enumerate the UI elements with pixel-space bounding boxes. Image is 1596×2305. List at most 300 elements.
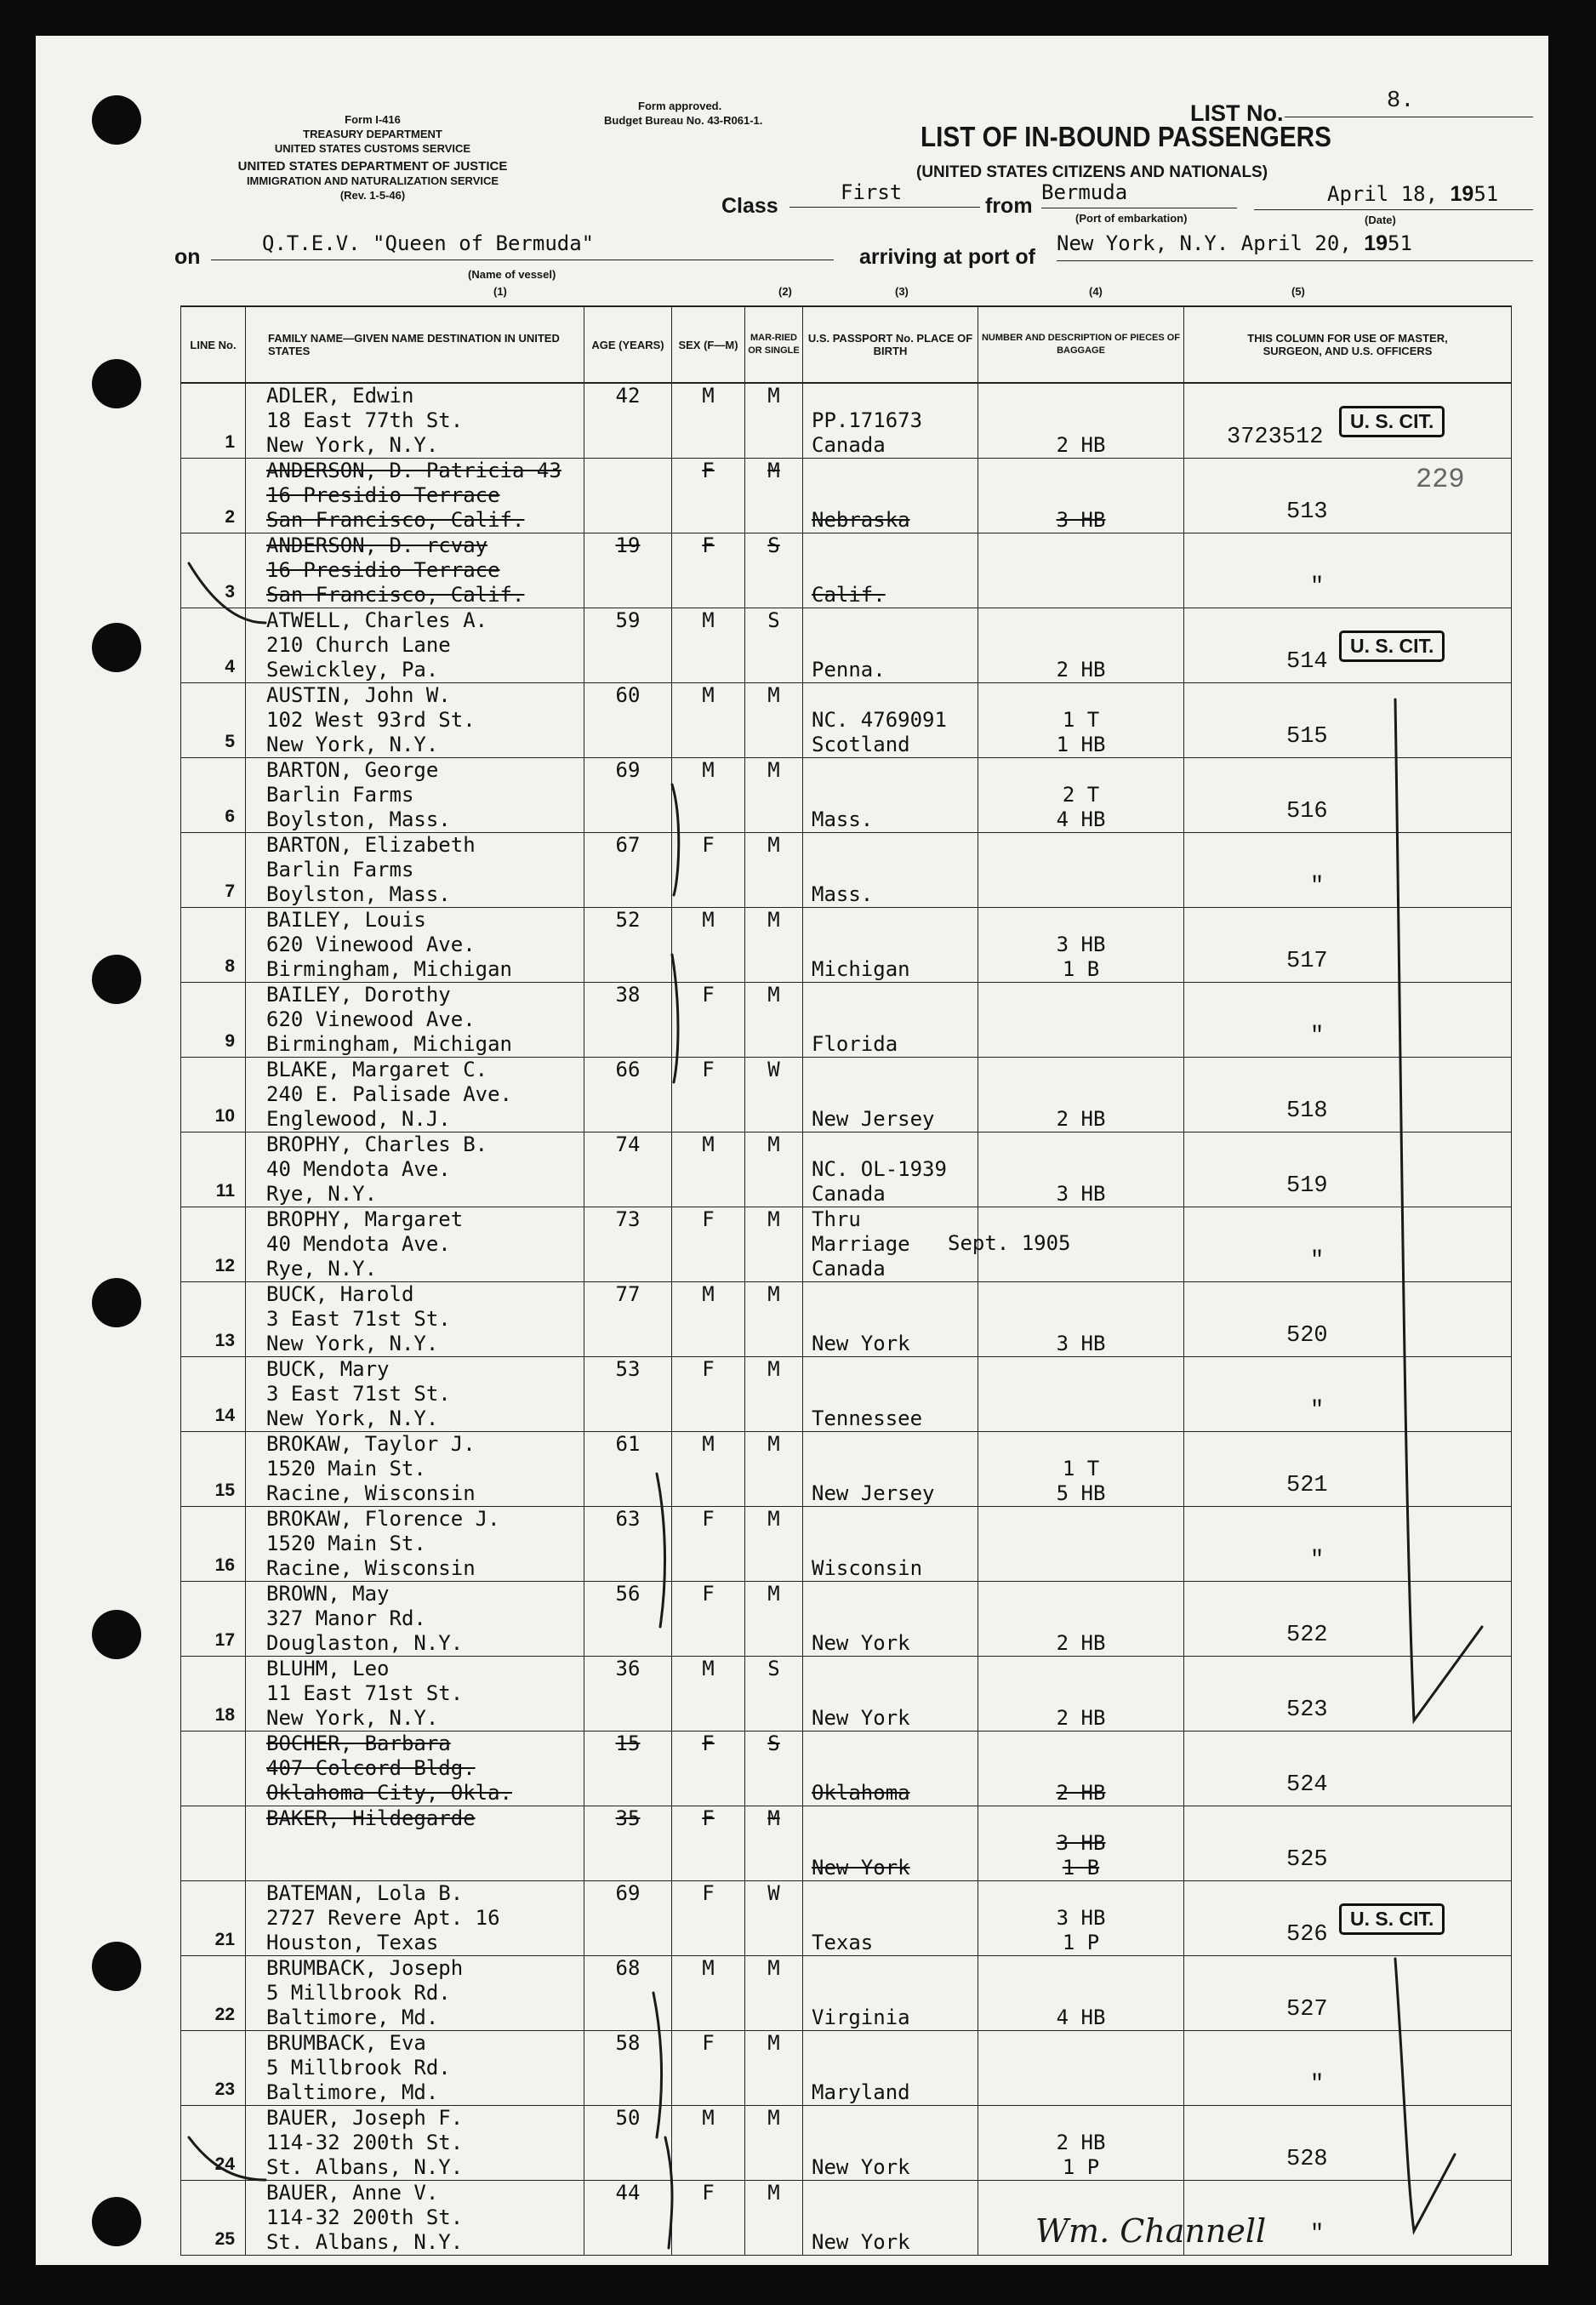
form-approved: Form approved. [638,100,722,112]
officer-reference: " [1310,574,1325,600]
vessel-name: Q.T.E.V. "Queen of Bermuda" [211,231,834,260]
city-state: New York, N.Y. [266,733,439,756]
city-state: New York, N.Y. [266,1406,439,1430]
col-num-1: (1) [493,285,507,298]
passport-birthplace-line-2: NC. OL-1939 [812,1157,947,1181]
age: 66 [615,1058,641,1081]
vessel-caption: (Name of vessel) [468,268,556,281]
passenger-name: BAUER, Joseph F. [266,2106,464,2130]
bracket-mark [665,2137,672,2248]
age: 77 [615,1282,641,1306]
passenger-name: BUCK, Harold [266,1282,414,1306]
street-address: 102 West 93rd St. [266,708,476,732]
marital-status: M [767,2181,780,2205]
header-sex: SEX (F—M) [672,306,745,383]
handwritten-marks [36,36,1548,2265]
line-number: 14 [214,1406,235,1425]
city-state: Boylston, Mass. [266,882,451,906]
passport-birthplace-line-2: Marriage [812,1232,910,1256]
passenger-name: BLAKE, Margaret C. [266,1058,488,1081]
age: 50 [615,2106,641,2130]
marital-status: M [767,2106,780,2130]
city-state: Boylston, Mass. [266,807,451,831]
form-revision: (Rev. 1-5-46) [339,189,406,202]
line-number: 25 [214,2229,235,2249]
baggage-line-3: 2 HB [1056,1706,1106,1730]
officer-reference: " [1310,1548,1325,1573]
sex: F [702,1732,715,1755]
header-married: MAR-RIED OR SINGLE [745,306,803,383]
street-address: 40 Mendota Ave. [266,1232,451,1256]
sex: M [702,908,715,932]
passenger-name: BROWN, May [266,1582,390,1606]
passport-birthplace-line-3: New Jersey [812,1481,935,1505]
sex: F [702,533,715,557]
street-address: 5 Millbrook Rd. [266,1981,451,2005]
street-address: 240 E. Palisade Ave. [266,1082,512,1106]
passenger-name: BARTON, George [266,758,439,782]
line-number: 6 [225,807,235,826]
age: 61 [615,1432,641,1456]
baggage-line-2: 3 HB [1056,1831,1106,1855]
officer-reference: " [1310,874,1325,899]
officer-reference: " [1310,1024,1325,1049]
header-officers: THIS COLUMN FOR USE OF MASTER, SURGEON, AND U.S. OFFICERS [1184,306,1512,383]
street-address: 16 Presidio Terrace [266,483,500,507]
sex: M [702,758,715,782]
sex: F [702,1806,715,1830]
street-address: Barlin Farms [266,858,414,881]
street-address: 16 Presidio Terrace [266,558,500,582]
marital-status: S [767,1732,780,1755]
marital-status: W [767,1058,780,1081]
sex: F [702,1207,715,1231]
officer-reference: 526 [1286,1922,1328,1948]
sex: F [702,2031,715,2055]
street-address: 2727 Revere Apt. 16 [266,1906,500,1930]
baggage-line-3: 2 HB [1056,1107,1106,1131]
sex: M [702,1657,715,1680]
list-number-label: LIST No. [1190,100,1284,126]
officer-reference: 521 [1286,1473,1328,1498]
col-num-5: (5) [1291,285,1305,298]
passenger-name: BOCHER, Barbara [266,1732,451,1755]
line-number: 10 [214,1106,235,1126]
city-state: Rye, N.Y. [266,1257,378,1281]
passenger-name: BROPHY, Charles B. [266,1133,488,1156]
passenger-name: ANDERSON, D. Patricia 43 [266,459,561,482]
passport-birthplace-line-2: NC. 4769091 [812,708,947,732]
sex: M [702,1956,715,1980]
us-citizen-stamp: U. S. CIT. [1339,630,1445,662]
age: 73 [615,1207,641,1231]
officer-reference: 519 [1286,1173,1328,1199]
embark-date-month-day: April 18, [1327,182,1439,206]
city-state: Oklahoma City, Okla. [266,1781,512,1805]
header-passport: U.S. PASSPORT No. PLACE OF BIRTH [803,306,978,383]
passenger-name: BAKER, Hildegarde [266,1806,476,1830]
document-title: LIST OF IN-BOUND PASSENGERS [921,121,1331,152]
baggage-line-3: 3 HB [1056,1182,1106,1206]
baggage-line-3: 2 HB [1056,1781,1106,1805]
line-number: 7 [225,881,235,901]
baggage-line-2: 2 T [1062,783,1100,807]
passport-birthplace-line-3: Michigan [812,957,910,981]
baggage-line-2: 3 HB [1056,933,1106,956]
line-number: 4 [225,657,235,676]
marital-status: M [767,908,780,932]
passport-birthplace-line-3: Wisconsin [812,1556,923,1580]
baggage-line-3: 3 HB [1056,1332,1106,1355]
street-address: 40 Mendota Ave. [266,1157,451,1181]
sex: F [702,2181,715,2205]
age: 36 [615,1657,641,1680]
age: 58 [615,2031,641,2055]
passport-birthplace-line-3: Texas [812,1931,874,1954]
passport-birthplace-line-3: Tennessee [812,1406,923,1430]
officer-reference: 513 [1286,499,1328,525]
header-age: AGE (YEARS) [584,306,672,383]
marital-status: M [767,683,780,707]
line-number: 9 [225,1031,235,1051]
col-num-3: (3) [895,285,909,298]
line-number: 3 [225,582,235,602]
officer-reference: 525 [1286,1847,1328,1873]
passport-birthplace-line-3: New York [812,2230,910,2254]
baggage-line-2: 3 HB [1056,1906,1106,1930]
age: 67 [615,833,641,857]
age: 53 [615,1357,641,1381]
passport-birthplace-line-3: Mass. [812,882,874,906]
signature: Wm. Channell [1035,2212,1267,2250]
passenger-name: BROKAW, Florence J. [266,1507,500,1531]
age: 60 [615,683,641,707]
passenger-name: BRUMBACK, Joseph [266,1956,464,1980]
passport-birthplace-line-2: PP.171673 [812,408,923,432]
arrival-port: New York, N.Y. April 20, [1057,231,1352,255]
marital-status: W [767,1881,780,1905]
ins-service: IMMIGRATION AND NATURALIZATION SERVICE [246,174,499,187]
passenger-name: ATWELL, Charles A. [266,608,488,632]
city-state: Baltimore, Md. [266,2005,439,2029]
city-state: New York, N.Y. [266,433,439,457]
baggage-line-3: 2 HB [1056,433,1106,457]
sex: M [702,683,715,707]
baggage-line-3: 3 HB [1056,508,1106,532]
officer-reference: " [1310,2222,1325,2247]
street-address: Barlin Farms [266,783,414,807]
age: 69 [615,1881,641,1905]
us-citizen-stamp: U. S. CIT. [1339,406,1445,437]
street-address: 1520 Main St. [266,1457,426,1481]
officer-reference: " [1310,2072,1325,2097]
check-mark [189,2137,265,2180]
baggage-line-2: 1 T [1062,1457,1100,1481]
age: 35 [615,1806,641,1830]
baggage-line-2: 1 T [1062,708,1100,732]
class-label: Class [721,194,778,218]
passport-birthplace-line-3: New York [812,1631,910,1655]
date-caption: (Date) [1365,214,1396,226]
age: 44 [615,2181,641,2205]
sex: M [702,608,715,632]
passport-birthplace-line-3: Canada [812,1257,886,1281]
check-mark [1395,1959,1455,2231]
marital-status: S [767,1657,780,1680]
marital-status: M [767,2031,780,2055]
sex: F [702,1507,715,1531]
form-number: Form I-416 [345,113,401,126]
line-number: 11 [215,1181,235,1201]
city-state: New York, N.Y. [266,1706,439,1730]
marital-status: M [767,983,780,1007]
arrival-year-prefix: 19 [1364,231,1388,255]
marital-status: S [767,533,780,557]
arrival-year: 51 [1388,231,1412,255]
passenger-name: BAUER, Anne V. [266,2181,439,2205]
passport-birthplace-line-3: New York [812,1706,910,1730]
marital-status: M [767,1806,780,1830]
marital-status: M [767,1207,780,1231]
marital-status: M [767,1357,780,1381]
city-state: St. Albans, N.Y. [266,2155,464,2179]
baggage-line-3: 1 B [1062,1856,1100,1880]
officer-reference: " [1310,1248,1325,1274]
passport-birthplace-line-3: Mass. [812,807,874,831]
passport-birthplace-line-3: Penna. [812,658,886,682]
age: 68 [615,1956,641,1980]
marital-status: M [767,1582,780,1606]
passport-birthplace-line-3: New Jersey [812,1107,935,1131]
street-address: 11 East 71st St. [266,1681,464,1705]
age: 74 [615,1133,641,1156]
check-mark [189,563,265,623]
age: 69 [615,758,641,782]
city-state: San Francisco, Calif. [266,583,525,607]
list-number-value: 8. [1285,88,1533,117]
officer-reference: 3723512 [1227,425,1324,450]
port-embark-caption: (Port of embarkation) [1075,212,1188,225]
check-mark [1395,699,1482,1720]
bracket-mark [657,1474,665,1627]
line-number: 13 [214,1331,235,1350]
passenger-name: ADLER, Edwin [266,384,414,408]
age: 56 [615,1582,641,1606]
age: 59 [615,608,641,632]
officer-reference: 517 [1286,949,1328,974]
passport-birthplace-line-3: Nebraska [812,508,910,532]
passenger-name: ANDERSON, D. rcvay [266,533,488,557]
passport-birthplace-line-3: Calif. [812,583,886,607]
city-state: Rye, N.Y. [266,1182,378,1206]
officer-reference: 523 [1286,1697,1328,1723]
street-address: 114-32 200th St. [266,2205,464,2229]
sex: F [702,983,715,1007]
street-address: 407 Colcord Bldg. [266,1756,476,1780]
sex: F [702,459,715,482]
officer-reference: 522 [1286,1623,1328,1648]
city-state: Racine, Wisconsin [266,1481,476,1505]
city-state: Birmingham, Michigan [266,957,512,981]
sex: F [702,1881,715,1905]
sex: F [702,833,715,857]
header-baggage: NUMBER AND DESCRIPTION OF PIECES OF BAGGAGE [978,306,1184,383]
city-state: Douglaston, N.Y. [266,1631,464,1655]
line-number: 2 [225,507,235,527]
city-state: St. Albans, N.Y. [266,2230,464,2254]
bracket-mark [653,1993,662,2137]
sex: F [702,1058,715,1081]
age: 63 [615,1507,641,1531]
sex: M [702,2106,715,2130]
passport-birthplace-line-3: Canada [812,1182,886,1206]
officer-reference: 527 [1286,1997,1328,2023]
street-address: 327 Manor Rd. [266,1606,426,1630]
passenger-name: AUSTIN, John W. [266,683,451,707]
city-state: New York, N.Y. [266,1332,439,1355]
justice-department: UNITED STATES DEPARTMENT OF JUSTICE [237,159,508,174]
street-address: 210 Church Lane [266,633,451,657]
officer-reference: 524 [1286,1772,1328,1798]
budget-bureau: Budget Bureau No. 43-R061-1. [604,114,763,127]
baggage-line-3: 1 HB [1056,733,1106,756]
sex: M [702,384,715,408]
city-state: Baltimore, Md. [266,2080,439,2104]
street-address: 3 East 71st St. [266,1307,451,1331]
passport-birthplace-line-3: Maryland [812,2080,910,2104]
street-address: 5 Millbrook Rd. [266,2056,451,2080]
city-state: Houston, Texas [266,1931,439,1954]
passport-birthplace-line-3: Florida [812,1032,898,1056]
line-number: 15 [214,1481,235,1500]
line-number: 22 [214,2005,235,2024]
passenger-name: BAILEY, Louis [266,908,426,932]
line-number: 1 [225,432,235,452]
street-address: 3 East 71st St. [266,1382,451,1406]
arriving-label: arriving at port of [859,245,1035,269]
baggage-line-3: 4 HB [1056,2005,1106,2029]
officer-note: 229 [1416,464,1465,495]
sex: M [702,1133,715,1156]
baggage-line-3: 1 P [1062,2155,1100,2179]
line-number: 18 [214,1705,235,1725]
line-number: 21 [214,1930,235,1949]
baggage-line-3: 1 P [1062,1931,1100,1954]
header-name: FAMILY NAME—GIVEN NAME DESTINATION IN UNITED STATES [246,306,584,383]
passenger-name: BUCK, Mary [266,1357,390,1381]
marital-status: M [767,1282,780,1306]
class-value: First [789,180,980,208]
city-state: Racine, Wisconsin [266,1556,476,1580]
street-address: 18 East 77th St. [266,408,464,432]
bracket-mark [672,955,678,1082]
us-citizen-stamp: U. S. CIT. [1339,1903,1445,1935]
from-label: from [985,194,1033,218]
line-number: 17 [214,1630,235,1650]
age: 52 [615,908,641,932]
street-address: 1520 Main St. [266,1532,426,1555]
bracket-mark [672,784,679,895]
marital-status: M [767,1507,780,1531]
on-label: on [174,245,201,269]
passport-birthplace-line-3: New York [812,1856,910,1880]
city-state: Sewickley, Pa. [266,658,439,682]
passenger-name: BRUMBACK, Eva [266,2031,426,2055]
treasury-department: TREASURY DEPARTMENT [303,128,442,140]
marital-status: M [767,459,780,482]
customs-service: UNITED STATES CUSTOMS SERVICE [274,142,471,155]
sex: M [702,1432,715,1456]
port-of-embarkation: Bermuda [1041,180,1237,208]
line-number: 12 [214,1256,235,1275]
baggage-line-3: 2 HB [1056,1631,1106,1655]
baggage-line-3: 2 HB [1056,658,1106,682]
line-number: 16 [214,1555,235,1575]
sex: M [702,1282,715,1306]
officer-reference: " [1310,1398,1325,1424]
passenger-name: BLUHM, Leo [266,1657,390,1680]
passport-note: Sept. 1905 [948,1231,1071,1255]
passenger-name: BARTON, Elizabeth [266,833,476,857]
baggage-line-3: 4 HB [1056,807,1106,831]
officer-reference: 518 [1286,1098,1328,1124]
sex: F [702,1582,715,1606]
passenger-name: BAILEY, Dorothy [266,983,451,1007]
officer-reference: 528 [1286,2147,1328,2172]
header-line: LINE No. [181,306,246,383]
line-number: 23 [214,2080,235,2099]
marital-status: M [767,384,780,408]
embark-year: 51 [1473,182,1499,206]
street-address: 620 Vinewood Ave. [266,1007,476,1031]
baggage-line-2: 2 HB [1056,2131,1106,2154]
passport-birthplace-line-3: New York [812,2155,910,2179]
marital-status: M [767,833,780,857]
city-state: Englewood, N.J. [266,1107,451,1131]
passport-birthplace-line-3: Virginia [812,2005,910,2029]
passport-birthplace-line-1: Thru [812,1207,861,1231]
passport-birthplace-line-3: Canada [812,433,886,457]
passenger-name: BATEMAN, Lola B. [266,1881,464,1905]
passport-birthplace-line-3: Oklahoma [812,1781,910,1805]
line-number: 5 [225,732,235,751]
baggage-line-3: 5 HB [1056,1481,1106,1505]
officer-reference: 514 [1286,649,1328,675]
city-state: San Francisco, Calif. [266,508,525,532]
age: 42 [615,384,641,408]
passenger-name: BROKAW, Taylor J. [266,1432,476,1456]
baggage-line-3: 1 B [1062,957,1100,981]
marital-status: M [767,1133,780,1156]
street-address: 114-32 200th St. [266,2131,464,2154]
passport-birthplace-line-3: Scotland [812,733,910,756]
sex: F [702,1357,715,1381]
document-subtitle: (UNITED STATES CITIZENS AND NATIONALS) [916,163,1268,181]
officer-reference: 515 [1286,724,1328,750]
age: 38 [615,983,641,1007]
street-address: 620 Vinewood Ave. [266,933,476,956]
marital-status: S [767,608,780,632]
age: 19 [615,533,641,557]
marital-status: M [767,1956,780,1980]
manifest-sheet [36,36,1548,2265]
passport-birthplace-line-3: New York [812,1332,910,1355]
city-state: Birmingham, Michigan [266,1032,512,1056]
col-num-2: (2) [778,285,792,298]
line-number: 8 [225,956,235,976]
passenger-name: BROPHY, Margaret [266,1207,464,1231]
line-number: 24 [214,2154,235,2174]
